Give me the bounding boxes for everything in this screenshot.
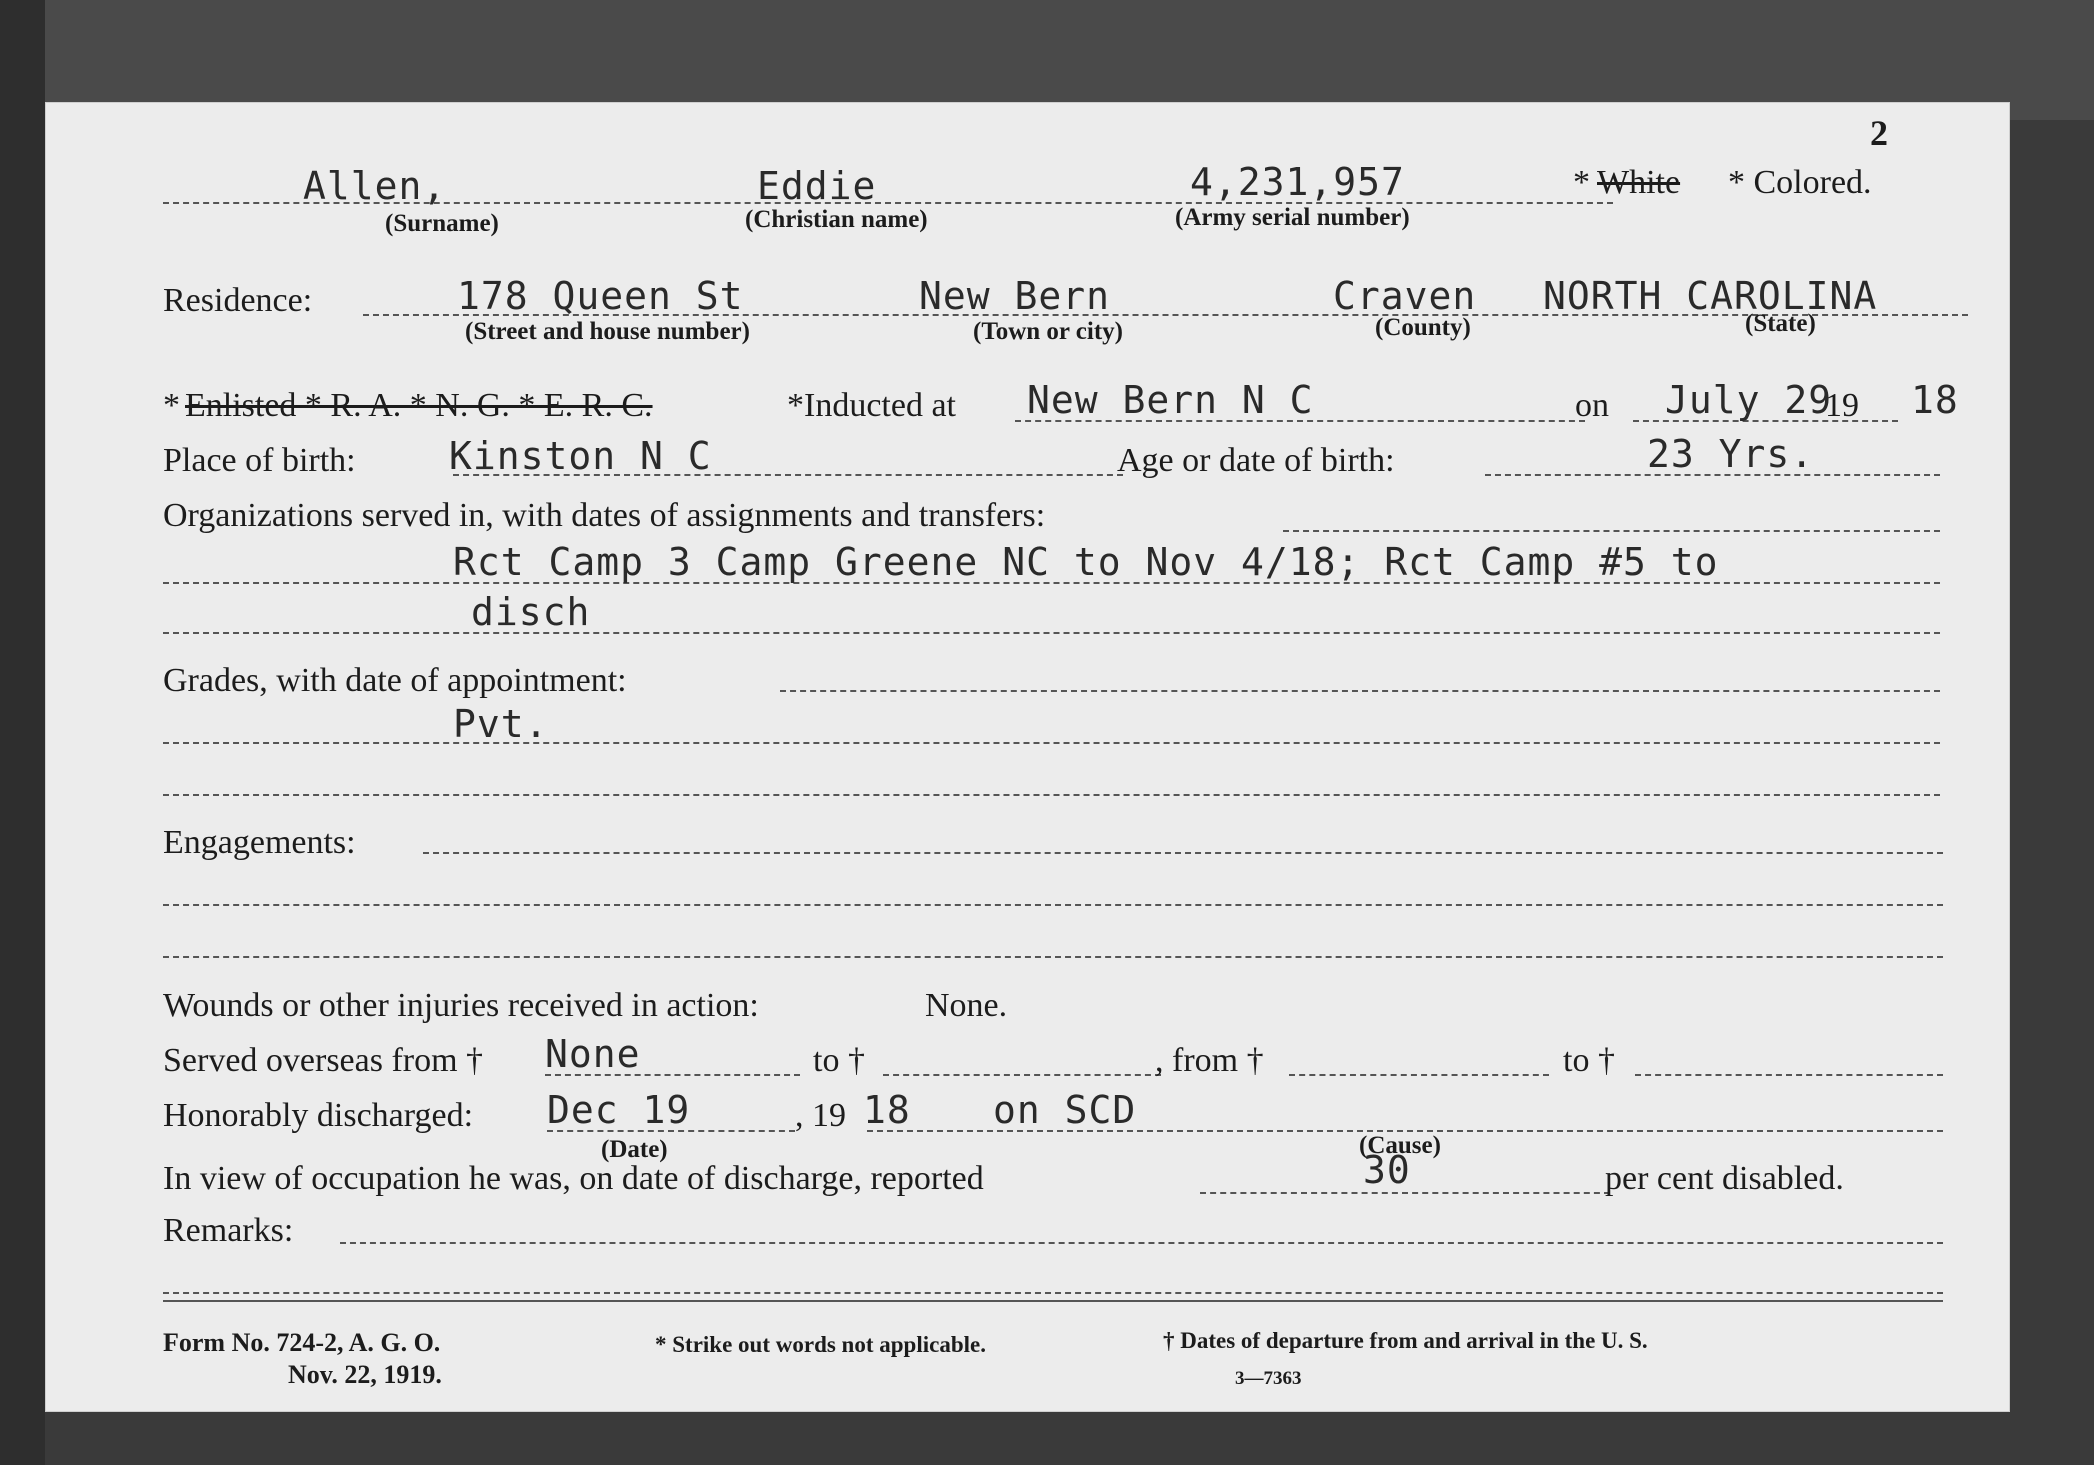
organizations-line-2: disch <box>471 590 591 634</box>
induction-year-prefix: 19 <box>1825 387 1859 424</box>
grades-label: Grades, with date of appointment: <box>163 662 627 699</box>
inducted-place: New Bern N C <box>1027 378 1314 422</box>
street-value: 178 Queen St <box>457 274 744 318</box>
organizations-underline-1 <box>1283 530 1940 532</box>
remarks-underline-3 <box>163 1300 1943 1302</box>
on-label: on <box>1575 387 1609 424</box>
discharge-label: Honorably discharged: <box>163 1097 474 1134</box>
overseas-from-underline <box>545 1074 800 1076</box>
county-caption: (County) <box>1375 314 1471 341</box>
state-caption: (State) <box>1745 310 1816 337</box>
overseas-label: Served overseas from † <box>163 1042 484 1079</box>
induction-date: July 29 <box>1665 378 1833 422</box>
organizations-underline-3 <box>163 632 1940 634</box>
enlisted-star: * <box>163 387 180 424</box>
state-value: NORTH CAROLINA <box>1543 274 1878 318</box>
discharge-date-underline <box>547 1130 795 1132</box>
print-code: 3—7363 <box>1235 1368 1302 1389</box>
race-star: * <box>1573 164 1590 201</box>
discharge-year: 18 <box>863 1088 911 1132</box>
town-value: New Bern <box>919 274 1111 318</box>
background-left <box>0 0 45 1465</box>
christian-name-value: Eddie <box>757 164 877 208</box>
discharge-cause: on SCD <box>993 1088 1137 1132</box>
overseas-to2-label: to † <box>1563 1042 1615 1079</box>
inducted-label: *Inducted at <box>787 387 956 424</box>
discharge-comma-year: , 19 <box>795 1097 846 1134</box>
discharge-cause-caption: (Cause) <box>1359 1132 1441 1159</box>
serial-number-value: 4,231,957 <box>1190 160 1405 204</box>
grades-value: Pvt. <box>453 702 549 746</box>
form-date: Nov. 22, 1919. <box>288 1360 442 1389</box>
service-record-card <box>45 102 2010 1412</box>
strike-note: * Strike out words not applicable. <box>655 1332 986 1357</box>
town-caption: (Town or city) <box>973 318 1123 345</box>
street-caption: (Street and house number) <box>465 318 750 345</box>
disability-underline <box>1200 1192 1610 1194</box>
serial-number-caption: (Army serial number) <box>1175 204 1410 231</box>
induction-year: 18 <box>1911 378 1959 422</box>
wounds-label: Wounds or other injuries received in action: <box>163 987 759 1024</box>
overseas-from-value: None <box>545 1032 641 1076</box>
residence-label: Residence: <box>163 282 313 319</box>
disability-value: 30 <box>1363 1148 1411 1192</box>
grades-underline-2 <box>163 742 1940 744</box>
christian-name-caption: (Christian name) <box>745 206 928 233</box>
overseas-to-underline <box>883 1074 1161 1076</box>
engagements-underline-2 <box>163 904 1943 906</box>
discharge-date-caption: (Date) <box>601 1136 668 1163</box>
overseas-from2-underline <box>1289 1074 1549 1076</box>
organizations-line-1: Rct Camp 3 Camp Greene NC to Nov 4/18; Rct Camp #5 to <box>453 540 1719 584</box>
discharge-date: Dec 19 <box>547 1088 691 1132</box>
enlisted-options: Enlisted * R. A. * N. G. * E. R. C. <box>185 387 653 424</box>
place-of-birth-value: Kinston N C <box>449 434 712 478</box>
dates-note: † Dates of departure from and arrival in the U. S. <box>1163 1328 1648 1353</box>
engagements-underline-3 <box>163 956 1943 958</box>
surname-value: Allen, <box>303 164 447 208</box>
age-value: 23 Yrs. <box>1647 432 1815 476</box>
white-label: White <box>1597 164 1681 201</box>
county-value: Craven <box>1333 274 1477 318</box>
remarks-underline-1 <box>340 1242 1943 1244</box>
remarks-label: Remarks: <box>163 1212 294 1249</box>
organizations-label: Organizations served in, with dates of assignments and transfers: <box>163 497 1046 534</box>
disability-suffix: per cent disabled. <box>1605 1160 1844 1197</box>
wounds-value: None. <box>925 987 1008 1024</box>
remarks-underline-2 <box>163 1292 1943 1294</box>
overseas-from-label: , from † <box>1155 1042 1264 1079</box>
disability-label: In view of occupation he was, on date of discharge, reported <box>163 1160 984 1197</box>
engagements-label: Engagements: <box>163 824 356 861</box>
overseas-to-label: to † <box>813 1042 865 1079</box>
grades-underline-3 <box>163 794 1940 796</box>
place-of-birth-label: Place of birth: <box>163 442 356 479</box>
overseas-to2-underline <box>1635 1074 1943 1076</box>
colored-label: * Colored. <box>1728 164 1872 201</box>
page-number: 2 <box>1870 113 1888 153</box>
age-label: Age or date of birth: <box>1117 442 1395 479</box>
engagements-underline-1 <box>423 852 1943 854</box>
surname-caption: (Surname) <box>385 210 499 237</box>
grades-underline-1 <box>780 690 1940 692</box>
form-number: Form No. 724-2, A. G. O. <box>163 1328 441 1357</box>
